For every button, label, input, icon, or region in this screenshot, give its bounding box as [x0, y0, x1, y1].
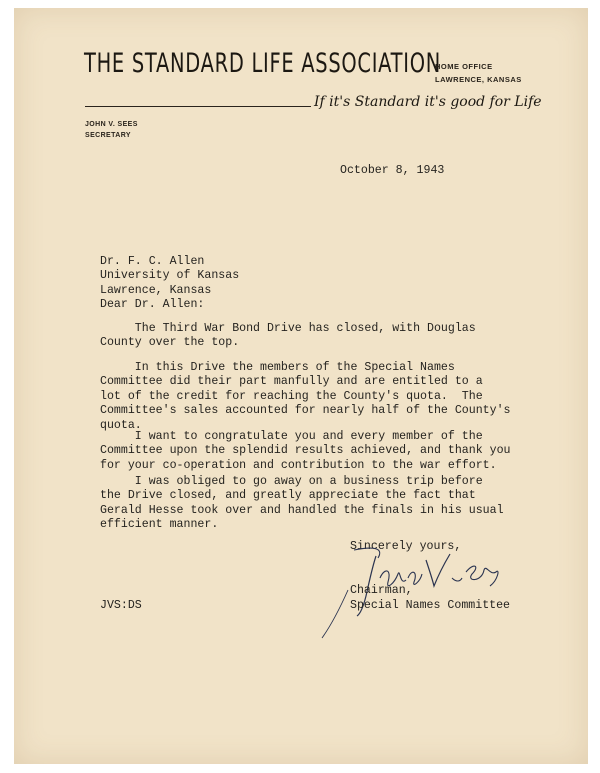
signer-committee: Special Names Committee: [350, 599, 511, 612]
paragraph-3: [100, 430, 511, 473]
letter-date: October 8, 1943: [340, 164, 445, 177]
body-line: In this Drive the members of the Special Names: [100, 361, 455, 374]
paragraph-1: [100, 322, 476, 351]
recipient-line: Lawrence, Kansas: [100, 283, 212, 297]
body-line: The Third War Bond Drive has closed, with Douglas: [100, 322, 476, 335]
body-line: the Drive closed, and greatly appreciate the fact that: [100, 489, 476, 503]
body-line: Gerald Hesse took over and handled the finals in his usual: [100, 503, 504, 517]
body-line: County over the top.: [100, 336, 240, 350]
body-line: Committee's sales accounted for nearly half of the County's: [100, 404, 511, 418]
body-line: quota.: [100, 418, 142, 432]
recipient-line: Dr. F. C. Allen: [100, 255, 205, 268]
signature: [314, 538, 514, 648]
company-name: THE STANDARD LIFE ASSOCIATION: [84, 48, 442, 79]
paragraph-2: [100, 361, 511, 433]
body-line: lot of the credit for reaching the County's quota. The: [100, 389, 483, 403]
body-line: I want to congratulate you and every member of the: [100, 430, 483, 443]
salutation: Dear Dr. Allen:: [100, 298, 205, 311]
sender-title: SECRETARY: [85, 132, 131, 139]
letterhead-rule: [85, 106, 311, 107]
body-line: Committee upon the splendid results achieved, and thank you: [100, 444, 511, 458]
closing: Sincerely yours,: [350, 540, 462, 553]
office-location: LAWRENCE, KANSAS: [435, 75, 522, 84]
body-line: Committee did their part manfully and are entitled to a: [100, 375, 483, 389]
office-label: HOME OFFICE: [435, 62, 493, 71]
paragraph-4: [100, 475, 504, 533]
typist-initials: JVS:DS: [100, 599, 142, 612]
recipient-block: [100, 255, 239, 298]
letter-page: [14, 8, 588, 764]
signer-title: Chairman,: [350, 584, 413, 597]
sender-name: JOHN V. SEES: [85, 121, 138, 128]
body-line: I was obliged to go away on a business trip before: [100, 475, 483, 488]
recipient-line: University of Kansas: [100, 269, 240, 283]
company-slogan: If it's Standard it's good for Life: [314, 94, 542, 110]
body-line: efficient manner.: [100, 518, 219, 532]
body-line: for your co-operation and contribution to the war effort.: [100, 458, 497, 472]
